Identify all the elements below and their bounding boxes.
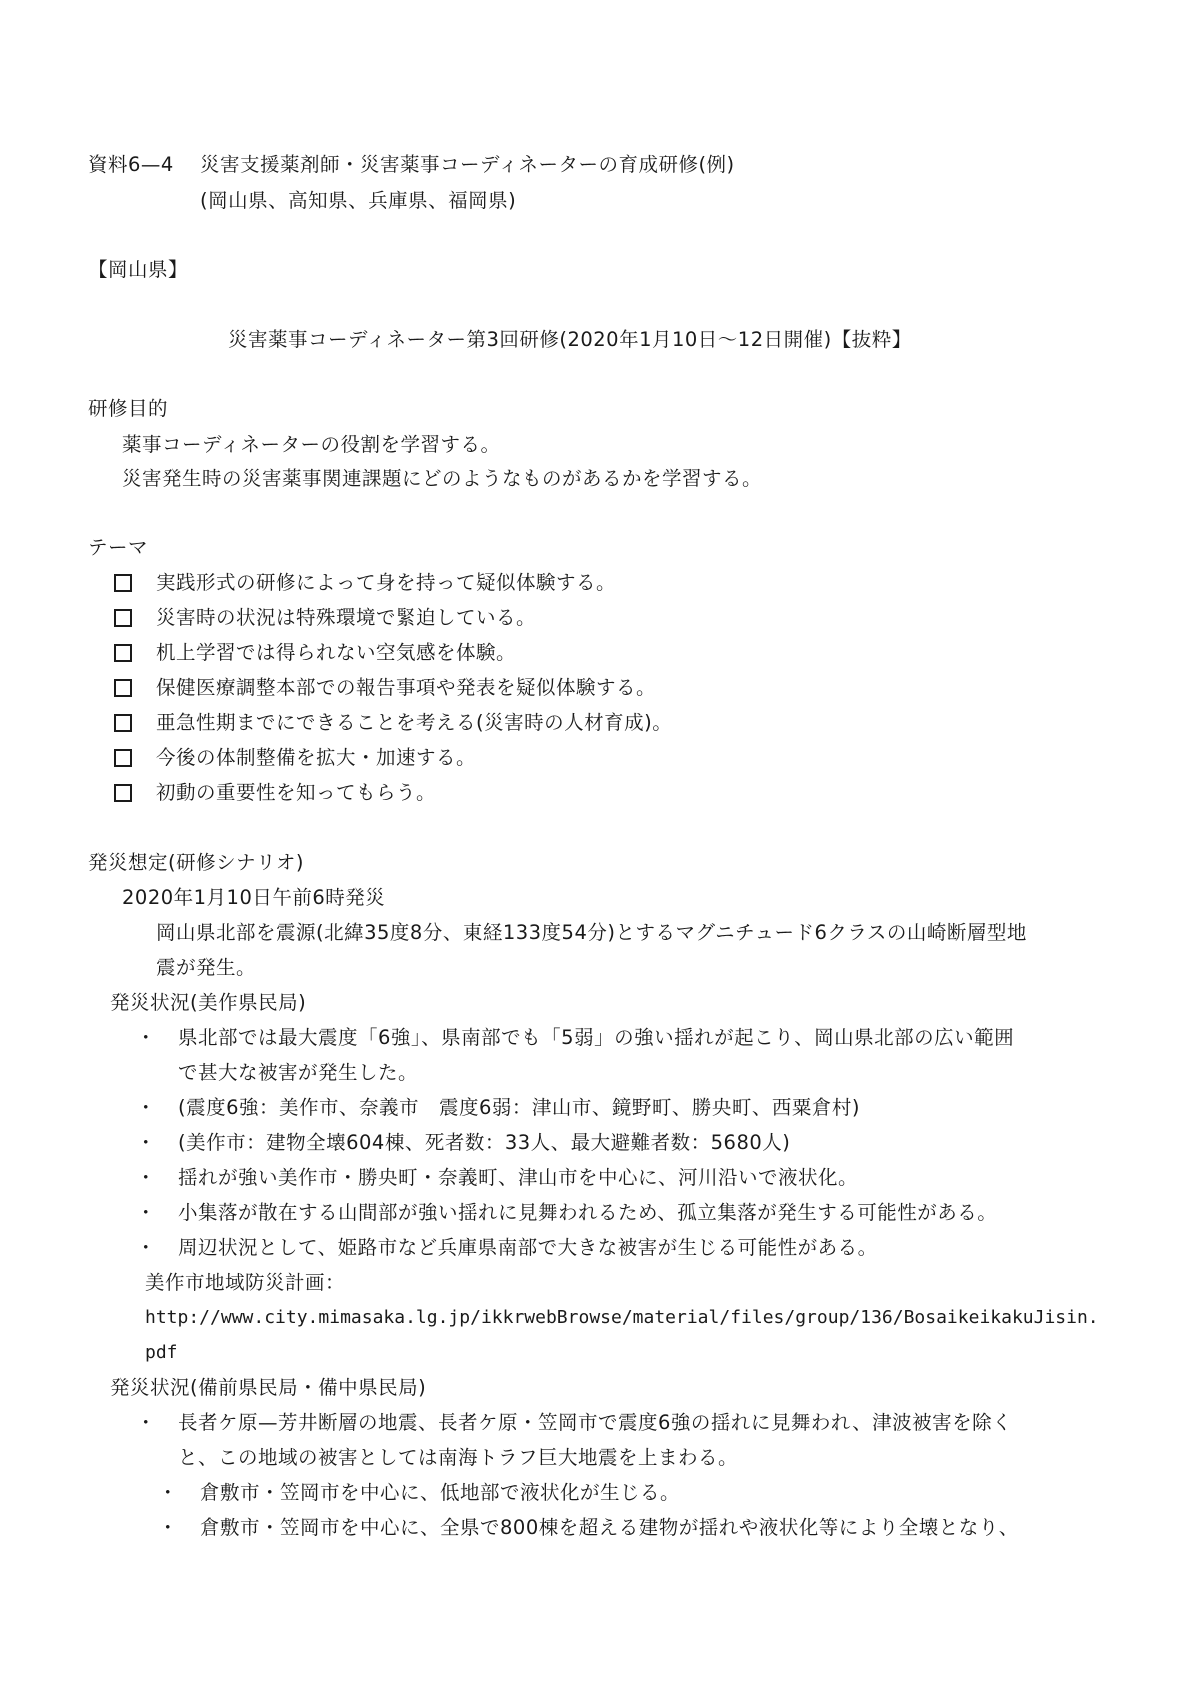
prefecture-heading: 【岡山県】 <box>88 258 189 281</box>
mimasaka-bullet: 周辺状況として、姫路市など兵庫県南部で大きな被害が生じる可能性がある。 <box>178 1236 878 1259</box>
mimasaka-bullet: 県北部では最大震度「6強」、県南部でも「5弱」の強い揺れが起こり、岡山県北部の広い範囲 <box>178 1026 1015 1049</box>
purpose-item: 薬事コーディネーターの役割を学習する。 <box>122 433 501 456</box>
checkbox-icon <box>114 609 132 627</box>
scenario-heading: 発災想定(研修シナリオ) <box>88 851 305 874</box>
plan-url[interactable]: http://www.city.mimasaka.lg.jp/ikkrwebBrowse/material/files/group/136/BosaikeikakuJisin. <box>145 1307 1099 1328</box>
checkbox-icon <box>114 644 132 662</box>
bizen-bullet: 倉敷市・笠岡市を中心に、低地部で液状化が生じる。 <box>200 1481 681 1504</box>
bullet-icon: ・ <box>136 1026 156 1049</box>
bullet-icon: ・ <box>136 1236 156 1259</box>
scenario-date: 2020年1月10日午前6時発災 <box>122 886 386 909</box>
checkbox-icon <box>114 749 132 767</box>
bullet-icon: ・ <box>158 1481 178 1504</box>
mimasaka-bullet: (美作市：建物全壊604棟、死者数：33人、最大避難者数：5680人) <box>178 1131 791 1154</box>
doc-subtitle: (岡山県、高知県、兵庫県、福岡県) <box>200 189 517 212</box>
plan-label: 美作市地域防災計画： <box>145 1271 346 1294</box>
mimasaka-heading: 発災状況(美作県民局) <box>110 991 307 1014</box>
theme-item: 災害時の状況は特殊環境で緊迫している。 <box>156 606 537 629</box>
purpose-heading: 研修目的 <box>88 397 169 420</box>
bullet-icon: ・ <box>136 1131 156 1154</box>
bullet-icon: ・ <box>136 1166 156 1189</box>
bizen-bullet-cont: と、この地域の被害としては南海トラフ巨大地震を上まわる。 <box>178 1446 739 1469</box>
mimasaka-bullet: 揺れが強い美作市・勝央町・奈義町、津山市を中心に、河川沿いで液状化。 <box>178 1166 859 1189</box>
theme-item: 今後の体制整備を拡大・加速する。 <box>156 746 477 769</box>
mimasaka-bullet-cont: で甚大な被害が発生した。 <box>178 1061 419 1084</box>
training-title: 災害薬事コーディネーター第3回研修(2020年1月10日～12日開催)【抜粋】 <box>228 328 912 351</box>
purpose-item: 災害発生時の災害薬事関連課題にどのようなものがあるかを学習する。 <box>122 467 763 490</box>
theme-item: 保健医療調整本部での報告事項や発表を疑似体験する。 <box>156 676 657 699</box>
theme-item: 実践形式の研修によって身を持って疑似体験する。 <box>156 571 617 594</box>
theme-heading: テーマ <box>88 536 149 559</box>
bullet-icon: ・ <box>136 1096 156 1119</box>
bullet-icon: ・ <box>158 1516 178 1539</box>
bizen-heading: 発災状況(備前県民局・備中県民局) <box>110 1376 427 1399</box>
doc-title: 災害支援薬剤師・災害薬事コーディネーターの育成研修(例) <box>200 153 735 176</box>
mimasaka-bullet: 小集落が散在する山間部が強い揺れに見舞われるため、孤立集落が発生する可能性がある。 <box>178 1201 998 1224</box>
plan-url-cont[interactable]: pdf <box>145 1342 178 1363</box>
scenario-quake: 岡山県北部を震源(北緯35度8分、東経133度54分)とするマグニチュード6クラスの山崎断層型地 <box>156 921 1027 944</box>
checkbox-icon <box>114 574 132 592</box>
bizen-bullet: 長者ケ原—芳井断層の地震、長者ケ原・笠岡市で震度6強の揺れに見舞われ、津波被害を除く <box>178 1411 1013 1434</box>
bizen-bullet: 倉敷市・笠岡市を中心に、全県で800棟を超える建物が揺れや液状化等により全壊となり、 <box>200 1516 1019 1539</box>
scenario-quake-cont: 震が発生。 <box>156 956 257 979</box>
theme-item: 亜急性期までにできることを考える(災害時の人材育成)。 <box>156 711 673 734</box>
bullet-icon: ・ <box>136 1201 156 1224</box>
checkbox-icon <box>114 714 132 732</box>
mimasaka-bullet: (震度6強：美作市、奈義市 震度6弱：津山市、鏡野町、勝央町、西粟倉村) <box>178 1096 861 1119</box>
checkbox-icon <box>114 784 132 802</box>
theme-item: 机上学習では得られない空気感を体験。 <box>156 641 517 664</box>
bullet-icon: ・ <box>136 1411 156 1434</box>
theme-item: 初動の重要性を知ってもらう。 <box>156 781 437 804</box>
checkbox-icon <box>114 679 132 697</box>
doc-label: 資料6—4 <box>88 153 174 176</box>
